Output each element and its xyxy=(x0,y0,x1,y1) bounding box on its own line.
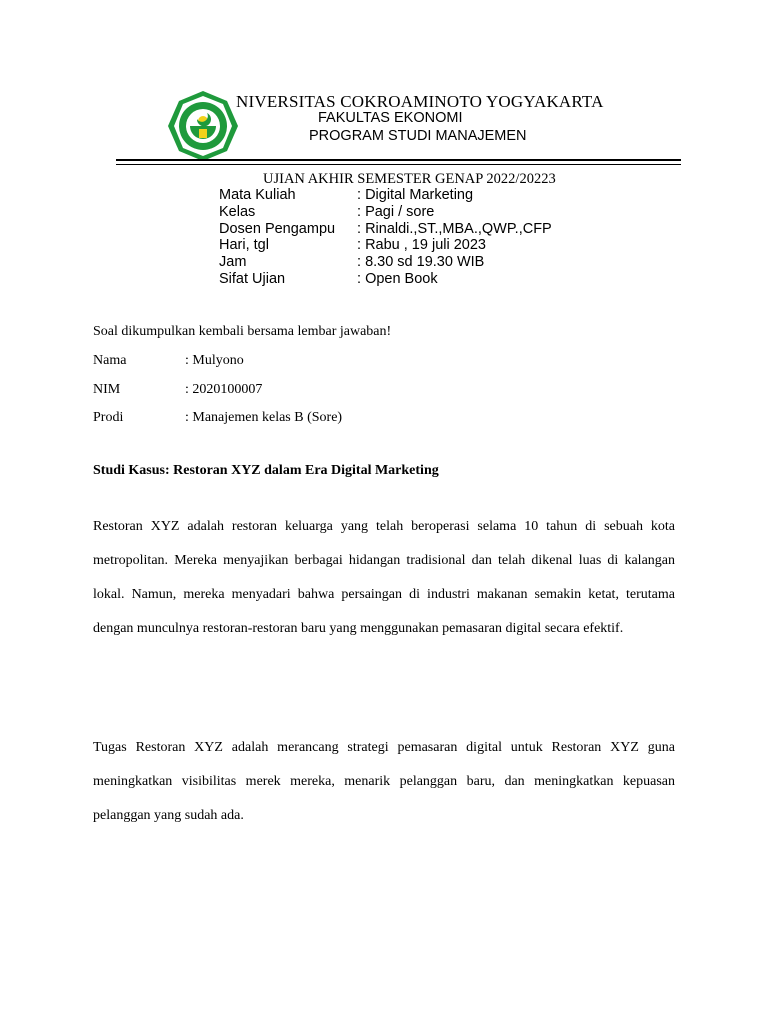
header-divider xyxy=(116,159,681,161)
program-name: PROGRAM STUDI MANAJEMEN xyxy=(309,128,527,144)
info-label: Dosen Pengampu xyxy=(219,220,336,237)
info-value: : 8.30 sd 19.30 WIB xyxy=(357,254,484,271)
info-label: Sifat Ujian xyxy=(219,270,286,287)
header-divider-thin xyxy=(116,164,681,165)
university-name: NIVERSITAS COKROAMINOTO YOGYAKARTA xyxy=(236,92,604,111)
student-label: Nama xyxy=(93,353,127,368)
info-value: : Rinaldi.,ST.,MBA.,QWP.,CFP xyxy=(357,221,552,238)
info-value: : Digital Marketing xyxy=(357,187,473,204)
student-value: : Mulyono xyxy=(185,351,244,371)
info-label: Mata Kuliah xyxy=(219,187,296,203)
info-value: : Rabu , 19 juli 2023 xyxy=(357,237,486,254)
university-logo xyxy=(166,89,240,163)
info-label: Hari, tgl xyxy=(219,237,269,254)
case-paragraph: Restoran XYZ adalah restoran keluarga yang telah beroperasi selama 10 tahun di sebuah kota metropolitan. Mereka menyajikan berbagai hidangan tradisional dan telah dikenal luas di kalangan lokal. Namun, mereka menyadari bahwa persaingan di industri makanan semakin ketat, terutama dengan munculnya restoran-restoran baru yang menggunakan pemasaran digital secara efektif. xyxy=(93,519,675,636)
faculty-name: FAKULTAS EKONOMI xyxy=(318,110,463,126)
student-label: NIM xyxy=(93,381,121,397)
task-paragraph: Tugas Restoran XYZ adalah merancang strategi pemasaran digital untuk Restoran XYZ guna meningkatkan visibilitas merek mereka, menarik pelanggan baru, dan meningkatkan kepuasan pelanggan yang sudah ada. xyxy=(93,740,675,823)
exam-title: UJIAN AKHIR SEMESTER GENAP 2022/20223 xyxy=(263,171,556,187)
info-label: Kelas xyxy=(219,203,256,220)
student-value: : Manajemen kelas B (Sore) xyxy=(185,408,342,428)
info-label: Jam xyxy=(219,254,247,271)
student-value: : 2020100007 xyxy=(185,380,262,400)
submission-note: Soal dikumpulkan kembali bersama lembar jawaban! xyxy=(93,324,392,339)
info-value: : Pagi / sore xyxy=(357,204,434,221)
student-label: Prodi xyxy=(93,410,124,425)
case-study-title: Studi Kasus: Restoran XYZ dalam Era Digital Marketing xyxy=(93,463,439,478)
info-value: : Open Book xyxy=(357,271,438,288)
